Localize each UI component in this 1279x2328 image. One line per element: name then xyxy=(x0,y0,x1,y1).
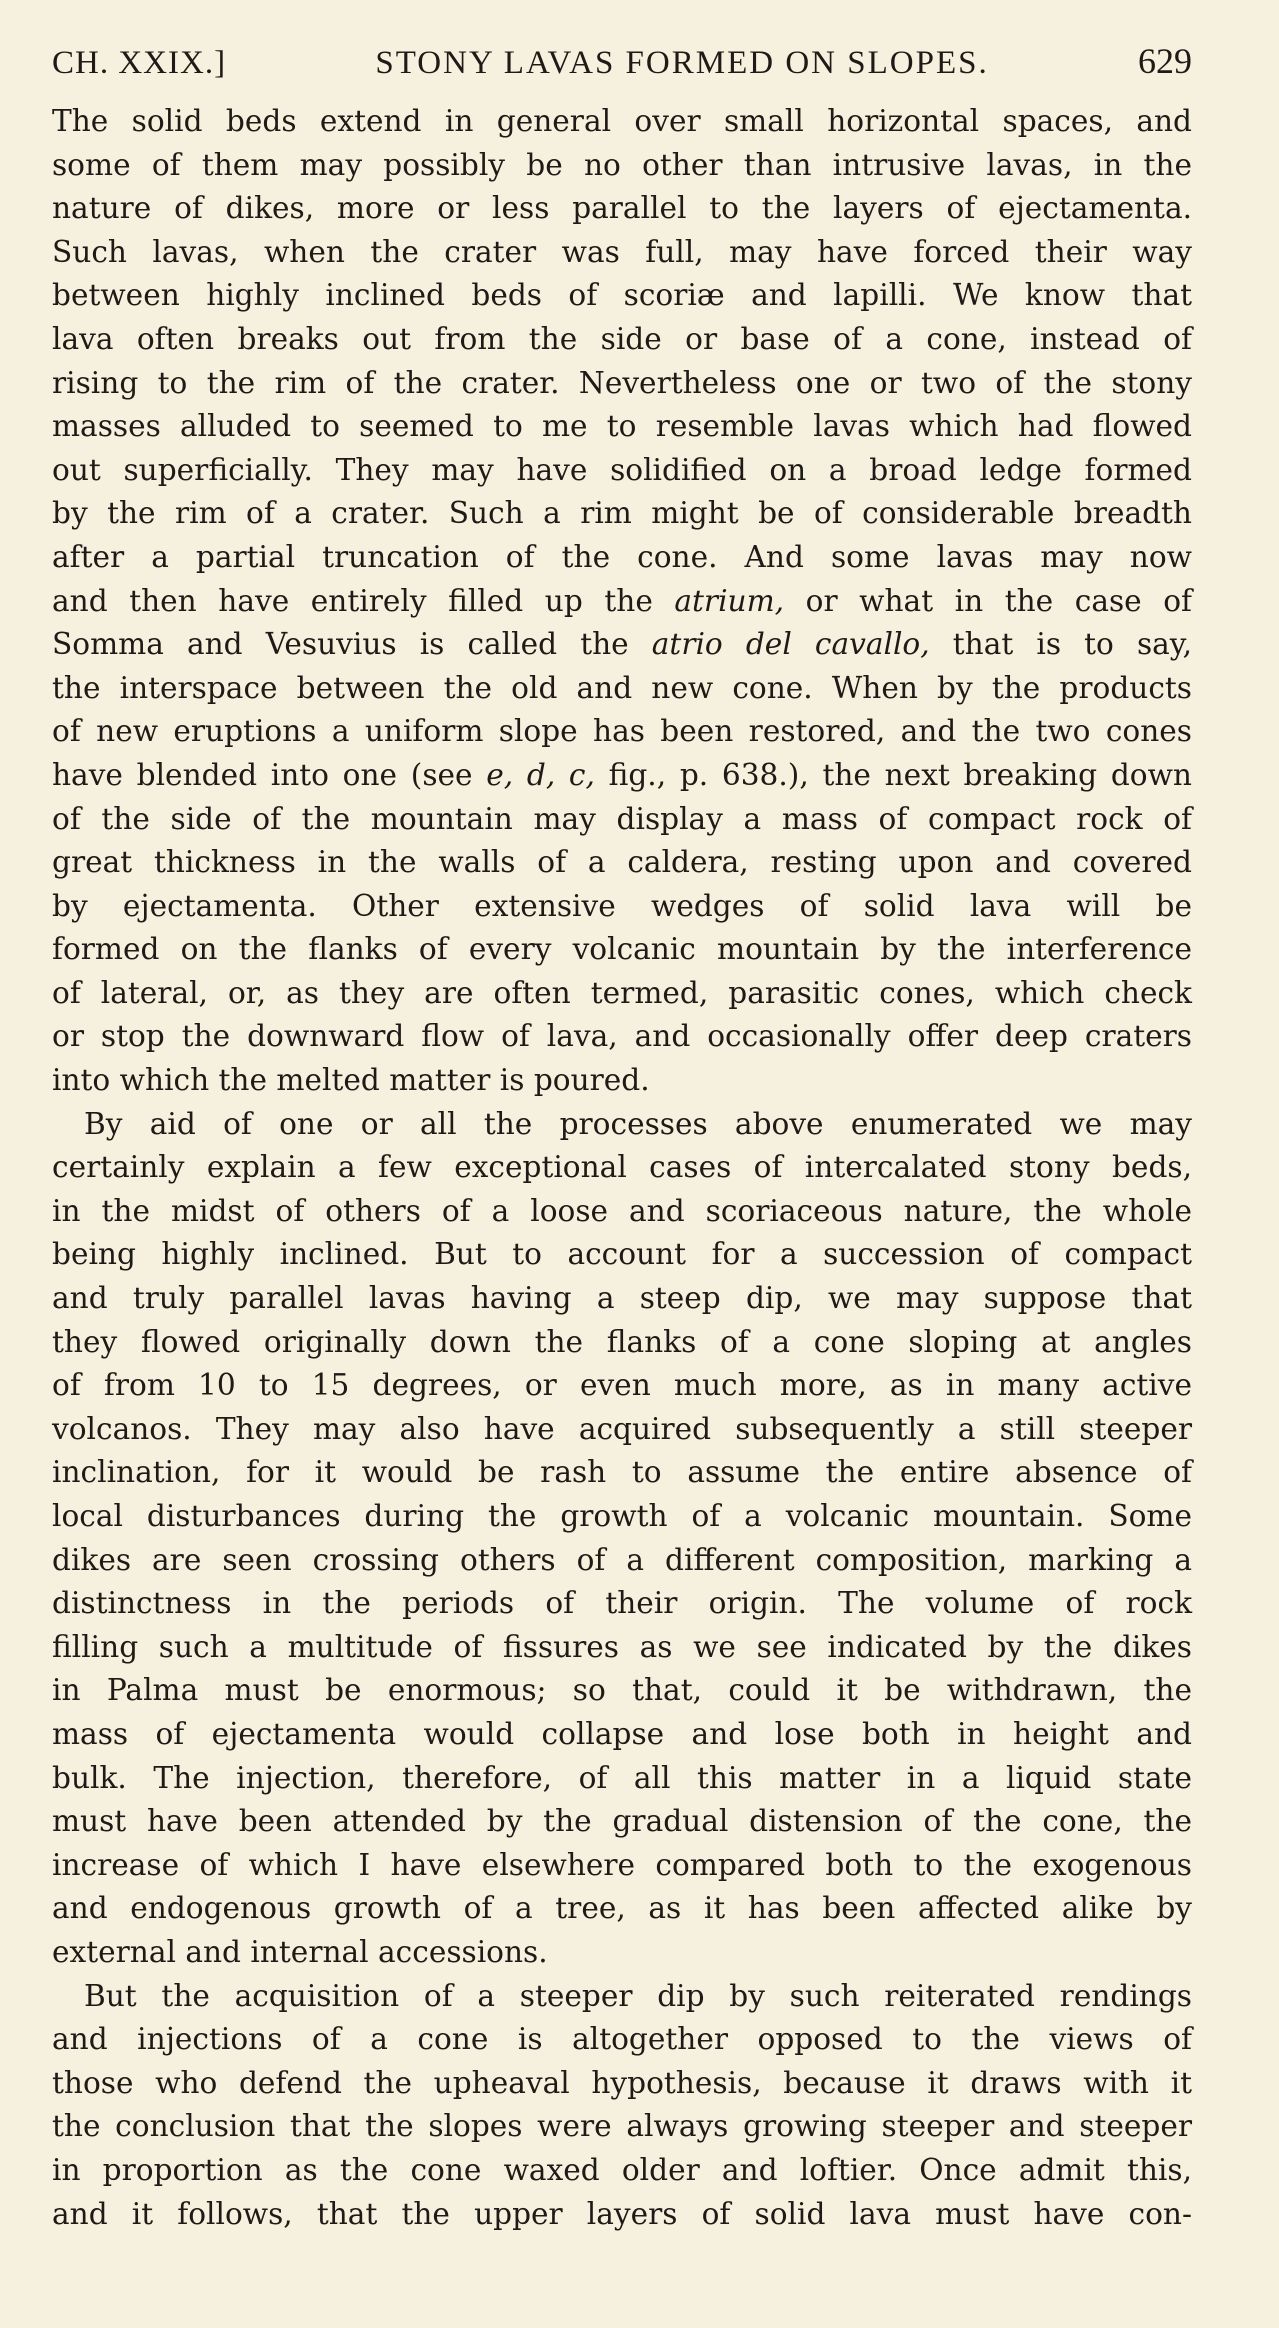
text-line: in Palma must be enormous; so that, could it be withdrawn, the xyxy=(52,1673,1192,1708)
text-line: inclination, for it would be rash to assume the entire absence of xyxy=(52,1455,1192,1490)
text-line: Such lavas, when the crater was full, may have forced their way xyxy=(52,234,1192,269)
text-line: mass of ejectamenta would collapse and lose both in height and xyxy=(52,1716,1192,1751)
text-line: The solid beds extend in general over small horizontal spaces, and xyxy=(52,104,1192,138)
text-line: certainly explain a few exceptional cases of intercalated stony beds, xyxy=(52,1150,1192,1185)
text-line: out superficially. They may have solidified on a broad ledge formed xyxy=(52,452,1192,487)
text-line: of the side of the mountain may display a mass of compact rock of xyxy=(52,801,1192,836)
text-line: by ejectamenta. Other extensive wedges of solid lava will be xyxy=(52,888,1192,923)
text-line: and endogenous growth of a tree, as it has been affected alike by xyxy=(52,1891,1192,1926)
text-line: external and internal accessions. xyxy=(52,1934,548,1969)
text-line: of from 10 to 15 degrees, or even much more, as in many active xyxy=(52,1368,1192,1403)
text-line: rising to the rim of the crater. Nevertheless one or two of the stony xyxy=(52,365,1192,400)
text-line: being highly inclined. But to account for a succession of compact xyxy=(52,1237,1192,1272)
paragraph xyxy=(52,1103,1192,1975)
text-line: filling such a multitude of fissures as we see indicated by the dikes xyxy=(52,1629,1192,1664)
paragraph xyxy=(52,1975,1192,2237)
text-line: of new eruptions a uniform slope has been restored, and the two cones xyxy=(52,714,1192,749)
text-line: nature of dikes, more or less parallel to the layers of ejectamenta. xyxy=(52,191,1192,226)
text-line: in the midst of others of a loose and scoriaceous nature, the whole xyxy=(52,1193,1192,1228)
text-line: bulk. The injection, therefore, of all this matter in a liquid state xyxy=(52,1760,1192,1795)
text-line: formed on the flanks of every volcanic mountain by the interference xyxy=(52,932,1192,967)
book-page xyxy=(52,40,1192,2236)
text-line: and then have entirely filled up the atrium, or what in the case of xyxy=(52,583,1192,618)
text-line: of lateral, or, as they are often termed, parasitic cones, which check xyxy=(52,975,1192,1010)
text-line: into which the melted matter is poured. xyxy=(52,1063,650,1098)
text-line: Somma and Vesuvius is called the atrio del cavallo, that is to say, xyxy=(52,627,1192,662)
page-title: STONY LAVAS FORMED ON SLOPES. xyxy=(375,45,989,81)
text-line: dikes are seen crossing others of a different composition, marking a xyxy=(52,1542,1192,1577)
text-line: after a partial truncation of the cone. And some lavas may now xyxy=(52,539,1192,574)
text-line: local disturbances during the growth of a volcanic mountain. Some xyxy=(52,1499,1192,1533)
paragraph xyxy=(52,100,1192,1103)
page-number: 629 xyxy=(1138,41,1192,81)
text-line: or stop the downward flow of lava, and occasionally offer deep craters xyxy=(52,1019,1192,1054)
text-line: By aid of one or all the processes above enumerated we may xyxy=(84,1106,1192,1141)
text-line: But the acquisition of a steeper dip by such reiterated rendings xyxy=(84,1978,1192,2013)
text-line: those who defend the upheaval hypothesis, because it draws with it xyxy=(52,2065,1192,2100)
running-head xyxy=(52,40,1192,100)
text-line: between highly inclined beds of scoriæ and lapilli. We know that xyxy=(52,278,1192,313)
text-line: in proportion as the cone waxed older and loftier. Once admit this, xyxy=(52,2152,1192,2187)
text-line: the conclusion that the slopes were always growing steeper and steeper xyxy=(52,2109,1192,2144)
text-line: by the rim of a crater. Such a rim might be of considerable breadth xyxy=(52,496,1192,531)
text-line: they flowed originally down the flanks of a cone sloping at angles xyxy=(52,1324,1192,1359)
text-line: have blended into one (see e, d, c, fig., p. 638.), the next breaking down xyxy=(52,757,1192,792)
text-line: some of them may possibly be no other than intrusive lavas, in the xyxy=(52,147,1192,182)
body-text xyxy=(52,100,1192,2236)
text-line: and injections of a cone is altogether opposed to the views of xyxy=(52,2022,1192,2057)
text-line: increase of which I have elsewhere compared both to the exogenous xyxy=(52,1847,1192,1882)
text-line: and truly parallel lavas having a steep dip, we may suppose that xyxy=(52,1281,1192,1316)
text-line: volcanos. They may also have acquired subsequently a still steeper xyxy=(52,1411,1192,1446)
text-line: masses alluded to seemed to me to resemble lavas which had flowed xyxy=(52,409,1192,444)
text-line: great thickness in the walls of a caldera, resting upon and covered xyxy=(52,845,1192,880)
text-line: and it follows, that the upper layers of solid lava must have con- xyxy=(52,2196,1192,2231)
text-line: the interspace between the old and new cone. When by the products xyxy=(52,670,1192,705)
text-line: lava often breaks out from the side or base of a cone, instead of xyxy=(52,321,1192,356)
chapter-label: CH. XXIX.] xyxy=(52,45,227,81)
text-line: distinctness in the periods of their origin. The volume of rock xyxy=(52,1586,1192,1621)
text-line: must have been attended by the gradual distension of the cone, the xyxy=(52,1804,1192,1839)
